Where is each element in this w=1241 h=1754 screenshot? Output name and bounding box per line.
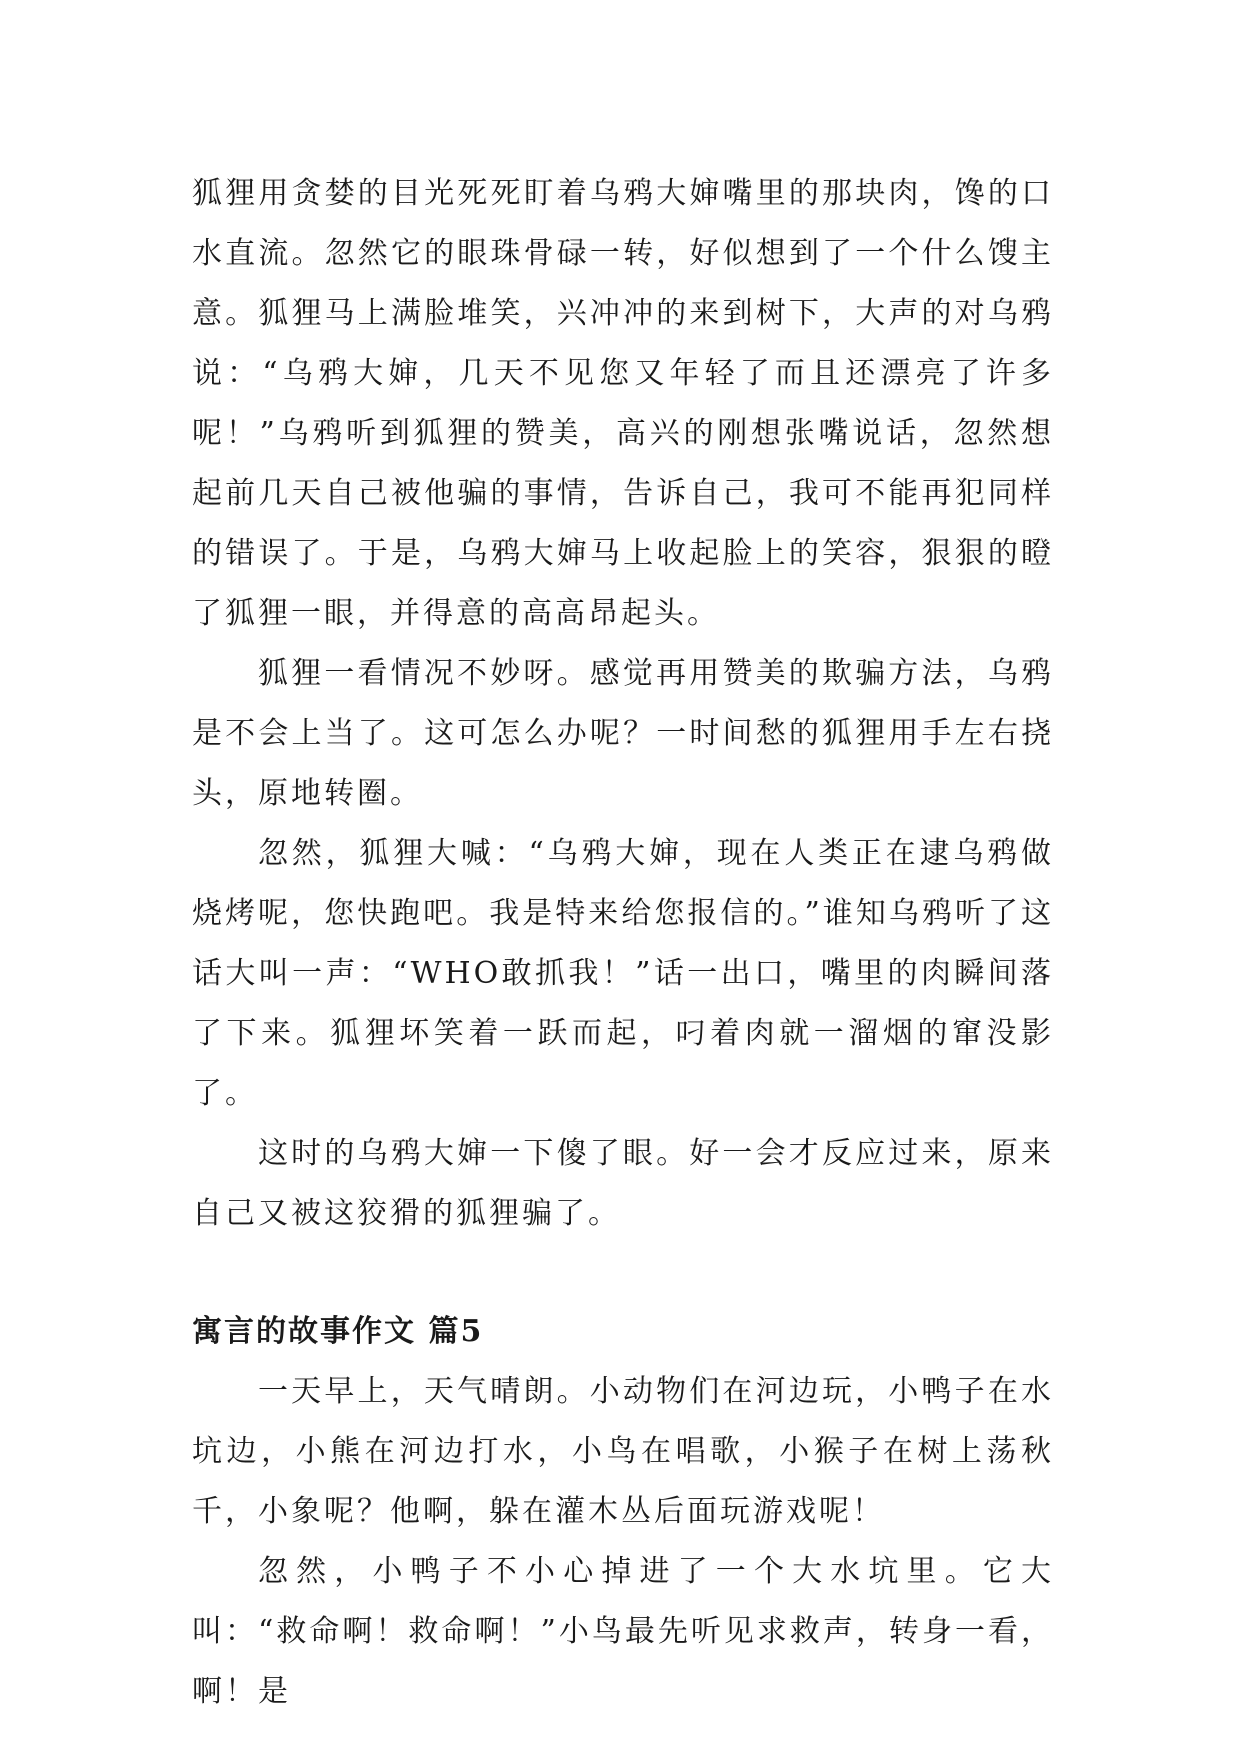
section-title: 寓言的故事作文 篇5 (192, 1314, 484, 1349)
paragraph-6: 忽然，小鸭子不小心掉进了一个大水坑里。它大叫：“救命啊！救命啊！”小鸟最先听见求救声，转身一看，啊！是 (192, 1554, 1054, 1709)
paragraph-2: 狐狸一看情况不妙呀。感觉再用赞美的欺骗方法，乌鸦是不会上当了。这可怎么办呢？一时间愁的狐狸用手左右挠头，原地转圈。 (192, 656, 1054, 811)
paragraph-1: 狐狸用贪婪的目光死死盯着乌鸦大婶嘴里的那块肉，馋的口水直流。忽然它的眼珠骨碌一转，好似想到了一个什么馊主意。狐狸马上满脸堆笑，兴冲冲的来到树下，大声的对乌鸦说：“乌鸦大婶，几天不见您又年轻了而且还漂亮了许多呢！”乌鸦听到狐狸的赞美，高兴的刚想张嘴说话，忽然想起前几天自己被他骗的事情，告诉自己，我可不能再犯同样的错误了。于是，乌鸦大婶马上收起脸上的笑容，狠狠的瞪了狐狸一眼，并得意的高高昂起头。 (192, 176, 1054, 631)
paragraph-4: 这时的乌鸦大婶一下傻了眼。好一会才反应过来，原来自己又被这狡猾的狐狸骗了。 (192, 1136, 1054, 1231)
paragraph-5: 一天早上，天气晴朗。小动物们在河边玩，小鸭子在水坑边，小熊在河边打水，小鸟在唱歌，小猴子在树上荡秋千，小象呢？他啊，躲在灌木丛后面玩游戏呢！ (192, 1374, 1054, 1529)
document-body (192, 164, 1054, 1722)
paragraph-3: 忽然，狐狸大喊：“乌鸦大婶，现在人类正在逮乌鸦做烧烤呢，您快跑吧。我是特来给您报信的。”谁知乌鸦听了这话大叫一声：“WHO敢抓我！”话一出口，嘴里的肉瞬间落了下来。狐狸坏笑着一跃而起，叼着肉就一溜烟的窜没影了。 (192, 836, 1054, 1111)
